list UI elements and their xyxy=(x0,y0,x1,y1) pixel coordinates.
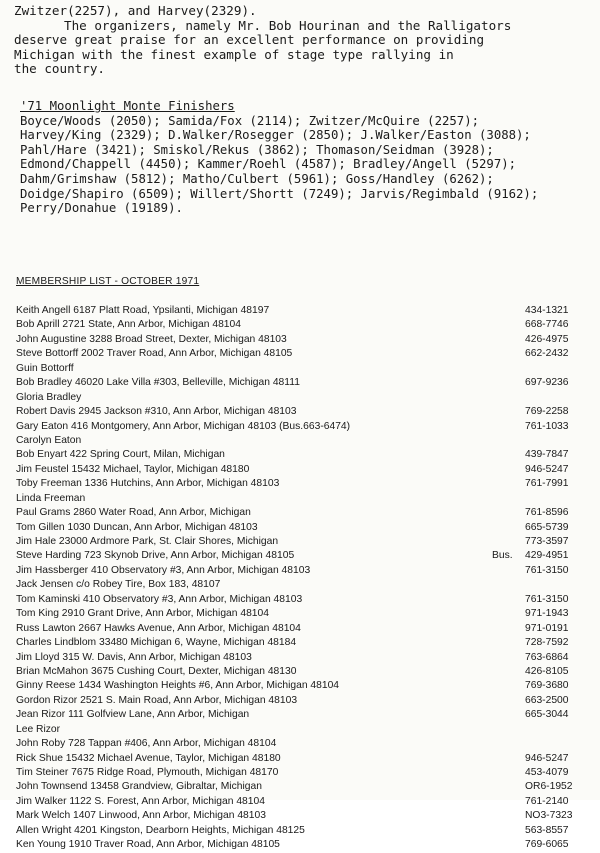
member-row xyxy=(16,607,588,621)
finishers-line: Doidge/Shapiro (6509); Willert/Shortt (7249); Jarvis/Regimbald (9162); xyxy=(20,186,539,201)
membership-list xyxy=(16,304,588,853)
member-phone: 761-7991 xyxy=(525,478,569,490)
member-entry: John Roby 728 Tappan #406, Ann Arbor, Michigan 48104 xyxy=(16,738,277,750)
member-row xyxy=(16,434,588,448)
member-row xyxy=(16,492,588,506)
member-entry: Gary Eaton 416 Montgomery, Ann Arbor, Michigan 48103 (Bus.663-6474) xyxy=(16,420,351,432)
member-entry: Gordon Rizor 2521 S. Main Road, Ann Arbor, Michigan 48103 xyxy=(16,694,298,706)
member-entry: Lee Rizor xyxy=(16,723,61,735)
member-phone: 662-2432 xyxy=(525,348,569,360)
member-phone: 769-3680 xyxy=(525,680,569,692)
member-entry: Ken Young 1910 Traver Road, Ann Arbor, Michigan 48105 xyxy=(16,839,280,851)
intro-paragraph-line: Michigan with the finest example of stage type rallying in xyxy=(14,46,454,62)
intro-paragraph-line: deserve great praise for an excellent performance on providing xyxy=(14,32,485,48)
member-row xyxy=(16,593,588,607)
finishers-line: Boyce/Woods (2050); Samida/Fox (2114); Zwitzer/McQuire (2257); xyxy=(20,113,480,128)
member-entry: Toby Freeman 1336 Hutchins, Ann Arbor, Michigan 48103 xyxy=(16,478,280,490)
member-entry: Jim Hassberger 410 Observatory #3, Ann Arbor, Michigan 48103 xyxy=(16,564,311,576)
member-entry: Jean Rizor 111 Golfview Lane, Ann Arbor, Michigan xyxy=(16,709,250,721)
member-phone: 668-7746 xyxy=(525,319,569,331)
member-entry: Ginny Reese 1434 Washington Heights #6, Ann Arbor, Michigan 48104 xyxy=(16,680,340,692)
member-phone: 946-5247 xyxy=(525,463,569,475)
intro-paragraph-line: the country. xyxy=(14,61,105,77)
member-row xyxy=(16,679,588,693)
member-phone: 697-9236 xyxy=(525,377,569,389)
member-entry: Jim Hale 23000 Ardmore Park, St. Clair Shores, Michigan xyxy=(16,536,279,547)
member-phone: 728-7592 xyxy=(525,637,569,649)
member-entry: Jack Jensen c/o Robey Tire, Box 183, 48107 xyxy=(16,579,221,591)
member-entry: Linda Freeman xyxy=(16,492,86,504)
member-entry: Paul Grams 2860 Water Road, Ann Arbor, Michigan xyxy=(16,507,251,519)
member-phone: 426-8105 xyxy=(525,665,569,677)
member-entry: Tom King 2910 Grant Drive, Ann Arbor, Michigan 48104 xyxy=(16,608,269,620)
finishers-line: Edmond/Chappell (4450); Kammer/Roehl (4587); Bradley/Angell (5297); xyxy=(20,157,517,172)
member-entry: Bob Enyart 422 Spring Court, Milan, Michigan xyxy=(16,449,225,461)
member-entry: Steve Bottorff 2002 Traver Road, Ann Arbor, Michigan 48105 xyxy=(16,348,293,360)
member-entry: Tom Kaminski 410 Observatory #3, Ann Arbor, Michigan 48103 xyxy=(16,593,303,605)
member-phone: 434-1321 xyxy=(525,305,569,316)
member-row xyxy=(16,824,588,838)
member-phone: 429-4951 xyxy=(525,550,569,562)
member-row xyxy=(16,752,588,766)
member-row xyxy=(16,362,588,376)
member-entry: Steve Harding 723 Skynob Drive, Ann Arbor, Michigan 48105 xyxy=(16,550,295,562)
member-row xyxy=(16,347,588,361)
member-entry: Brian McMahon 3675 Cushing Court, Dexter, Michigan 48130 xyxy=(16,665,297,677)
member-entry: Tom Gillen 1030 Duncan, Ann Arbor, Michigan 48103 xyxy=(16,521,258,533)
member-row xyxy=(16,838,588,852)
member-phone: 971-0191 xyxy=(525,622,569,634)
member-phone: 453-4079 xyxy=(525,767,569,778)
member-phone: 761-1033 xyxy=(525,420,569,432)
member-entry: Russ Lawton 2667 Hawks Avenue, Ann Arbor, Michigan 48104 xyxy=(16,622,301,634)
member-entry: Jim Lloyd 315 W. Davis, Ann Arbor, Michigan 48103 xyxy=(16,651,252,663)
member-entry: Carolyn Eaton xyxy=(16,434,82,446)
member-row xyxy=(16,333,588,347)
finishers-heading: '71 Moonlight Monte Finishers xyxy=(20,99,235,113)
member-row xyxy=(16,809,588,823)
member-row xyxy=(16,766,588,780)
member-row xyxy=(16,448,588,462)
member-phone: NO3-7323 xyxy=(525,810,573,822)
member-phone: 763-6864 xyxy=(525,651,569,663)
finishers-line: Dahm/Grimshaw (5812); Matho/Culbert (5961); Goss/Handley (6262); xyxy=(20,171,494,186)
member-phone: OR6-1952 xyxy=(525,781,573,793)
member-phone: 761-3150 xyxy=(525,593,569,605)
member-phone-tag: Bus. xyxy=(492,550,513,562)
member-row xyxy=(16,795,588,809)
member-row xyxy=(16,723,588,737)
member-row xyxy=(16,564,588,578)
member-phone: 665-3044 xyxy=(525,709,569,721)
member-row xyxy=(16,651,588,665)
member-entry: Tim Steiner 7675 Ridge Road, Plymouth, Michigan 48170 xyxy=(16,767,279,778)
member-row xyxy=(16,477,588,491)
member-phone: 971-1943 xyxy=(525,608,569,620)
member-entry: Robert Davis 2945 Jackson #310, Ann Arbor, Michigan 48103 xyxy=(16,406,297,418)
member-entry: Bob Bradley 46020 Lake Villa #303, Belleville, Michigan 48111 xyxy=(16,377,300,389)
member-phone: 426-4975 xyxy=(525,333,569,345)
member-phone: 563-8557 xyxy=(525,824,569,836)
member-entry: Jim Feustel 15432 Michael, Taylor, Michigan 48180 xyxy=(16,463,250,475)
membership-title: MEMBERSHIP LIST - OCTOBER 1971 xyxy=(16,276,200,287)
member-phone: 773-3597 xyxy=(525,536,569,547)
member-entry: John Townsend 13458 Grandview, Gibraltar, Michigan xyxy=(16,781,262,793)
member-phone: 439-7847 xyxy=(525,449,569,461)
member-row xyxy=(16,376,588,390)
member-phone: 769-2258 xyxy=(525,406,569,418)
finishers-line: Harvey/King (2329); D.Walker/Rosegger (2850); J.Walker/Easton (3088); xyxy=(20,128,531,143)
member-row xyxy=(16,622,588,636)
member-row xyxy=(16,636,588,650)
member-entry: Rick Shue 15432 Michael Avenue, Taylor, Michigan 48180 xyxy=(16,752,281,764)
finishers-section xyxy=(20,99,592,216)
member-entry: Jim Walker 1122 S. Forest, Ann Arbor, Michigan 48104 xyxy=(16,795,265,807)
member-entry: Guin Bottorff xyxy=(16,362,74,374)
member-phone: 946-5247 xyxy=(525,752,569,764)
member-entry: Gloria Bradley xyxy=(16,391,82,403)
member-entry: Mark Welch 1407 Linwood, Ann Arbor, Michigan 48103 xyxy=(16,810,266,822)
member-phone: 769-6065 xyxy=(525,839,569,851)
member-row xyxy=(16,780,588,794)
intro-line: Zwitzer(2257), and Harvey(2329). xyxy=(14,3,257,18)
intro-paragraph-line: The organizers, namely Mr. Bob Hourinan and the Ralligators xyxy=(64,17,512,33)
member-entry: Keith Angell 6187 Platt Road, Ypsilanti, Michigan 48197 xyxy=(16,305,270,316)
finishers-line: Pahl/Hare (3421); Smiskol/Rekus (3862); Thomason/Seidman (3928); xyxy=(20,142,494,157)
member-row xyxy=(16,708,588,722)
member-row xyxy=(16,506,588,520)
member-entry: Bob Aprill 2721 State, Ann Arbor, Michigan 48104 xyxy=(16,319,241,331)
member-phone: 663-2500 xyxy=(525,694,569,706)
member-row xyxy=(16,420,588,434)
member-entry: John Augustine 3288 Broad Street, Dexter, Michigan 48103 xyxy=(16,333,287,345)
member-row xyxy=(16,391,588,405)
member-row xyxy=(16,521,588,535)
member-row xyxy=(16,737,588,751)
member-row xyxy=(16,318,588,332)
member-row xyxy=(16,463,588,477)
finishers-line: Perry/Donahue (19189). xyxy=(20,201,183,216)
member-entry: Allen Wright 4201 Kingston, Dearborn Heights, Michigan 48125 xyxy=(16,824,305,836)
member-row xyxy=(16,549,588,563)
member-phone: 761-2140 xyxy=(525,795,569,807)
member-row xyxy=(16,535,588,549)
membership-section xyxy=(16,276,588,851)
member-entry: Charles Lindblom 33480 Michigan 6, Wayne, Michigan 48184 xyxy=(16,637,297,649)
member-phone: 665-5739 xyxy=(525,521,569,533)
member-row xyxy=(16,665,588,679)
intro-section xyxy=(14,4,589,77)
member-row xyxy=(16,694,588,708)
member-phone: 761-8596 xyxy=(525,507,569,519)
member-row xyxy=(16,405,588,419)
member-phone: 761-3150 xyxy=(525,564,569,576)
member-row xyxy=(16,304,588,318)
member-row xyxy=(16,578,588,592)
